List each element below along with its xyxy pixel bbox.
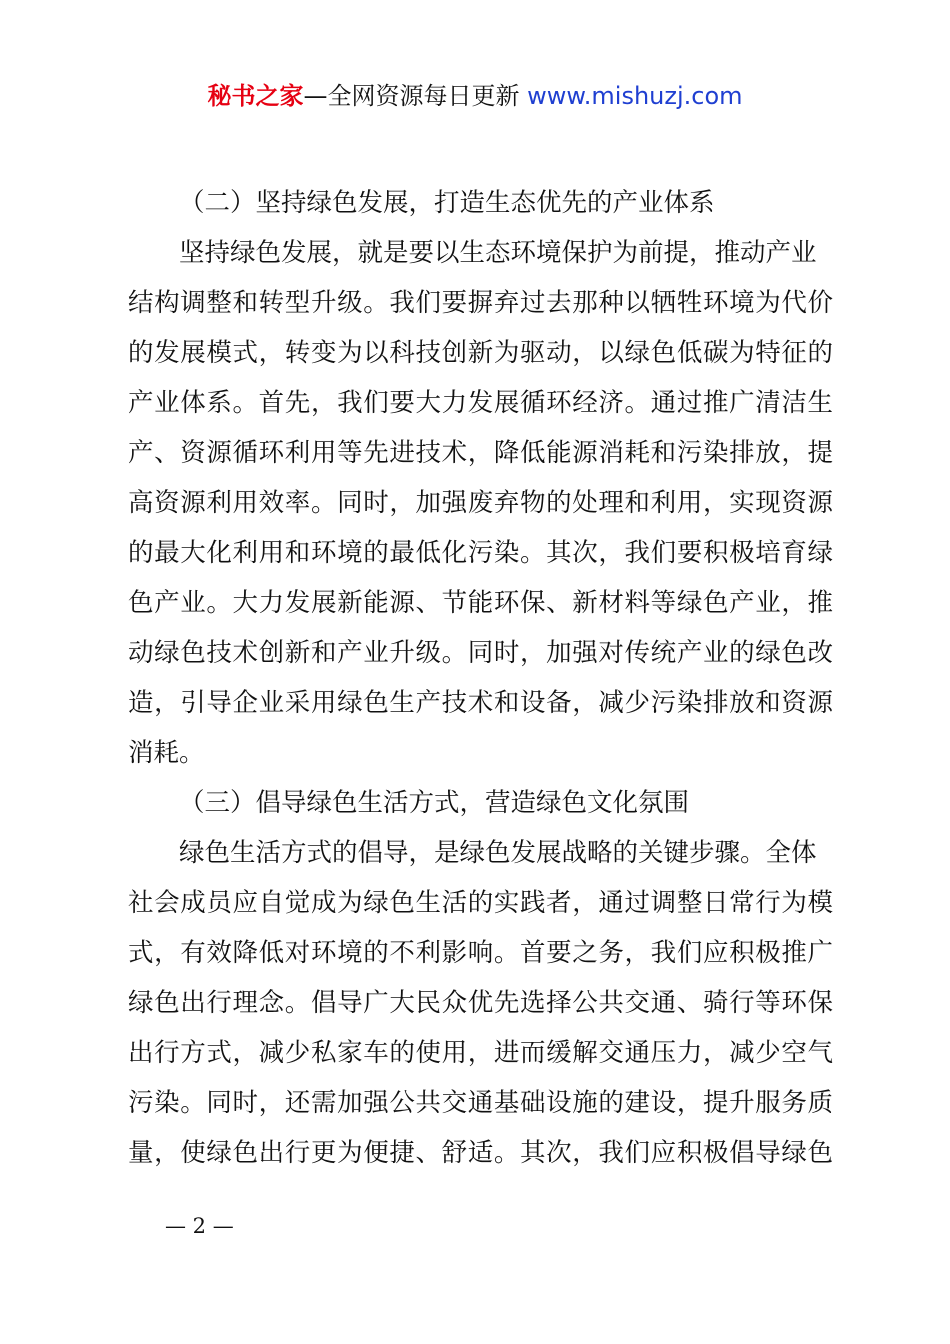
site-header <box>0 80 950 112</box>
paragraph-line: 的发展模式，转变为以科技创新为驱动，以绿色低碳为特征的 <box>128 338 833 368</box>
paragraph-line: 坚持绿色发展，就是要以生态环境保护为前提，推动产业 <box>179 238 817 268</box>
site-tagline: —全网资源每日更新 <box>303 82 520 110</box>
paragraph-line: 产、资源循环利用等先进技术，降低能源消耗和污染排放，提 <box>128 438 833 468</box>
paragraph-line: 式，有效降低对环境的不利影响。首要之务，我们应积极推广 <box>128 938 833 968</box>
page-number: — 2 — <box>165 1214 234 1238</box>
paragraph-line: 产业体系。首先，我们要大力发展循环经济。通过推广清洁生 <box>128 388 833 418</box>
paragraph-line: 绿色出行理念。倡导广大民众优先选择公共交通、骑行等环保 <box>128 988 833 1018</box>
paragraph-line: 动绿色技术创新和产业升级。同时，加强对传统产业的绿色改 <box>128 638 833 668</box>
paragraph-line: 高资源利用效率。同时，加强废弃物的处理和利用，实现资源 <box>128 488 833 518</box>
section-heading: （三）倡导绿色生活方式，营造绿色文化氛围 <box>179 788 690 818</box>
paragraph-line: 绿色生活方式的倡导，是绿色发展战略的关键步骤。全体 <box>179 838 817 868</box>
site-url[interactable]: www.mishuzj.com <box>527 82 743 110</box>
paragraph-line: 社会成员应自觉成为绿色生活的实践者，通过调整日常行为模 <box>128 888 833 918</box>
paragraph-line: 出行方式，减少私家车的使用，进而缓解交通压力，减少空气 <box>128 1038 833 1068</box>
paragraph-line: 的最大化利用和环境的最低化污染。其次，我们要积极培育绿 <box>128 538 833 568</box>
paragraph-line: 污染。同时，还需加强公共交通基础设施的建设，提升服务质 <box>128 1088 833 1118</box>
paragraph-line: 结构调整和转型升级。我们要摒弃过去那种以牺牲环境为代价 <box>128 288 833 318</box>
paragraph-line: 消耗。 <box>128 738 205 768</box>
paragraph-line: 量，使绿色出行更为便捷、舒适。其次，我们应积极倡导绿色 <box>128 1138 833 1168</box>
paragraph-line: 造，引导企业采用绿色生产技术和设备，减少污染排放和资源 <box>128 688 833 718</box>
site-brand: 秘书之家 <box>207 82 304 110</box>
paragraph-line: 色产业。大力发展新能源、节能环保、新材料等绿色产业，推 <box>128 588 833 618</box>
document-body <box>128 178 833 1178</box>
section-heading: （二）坚持绿色发展，打造生态优先的产业体系 <box>179 188 715 218</box>
